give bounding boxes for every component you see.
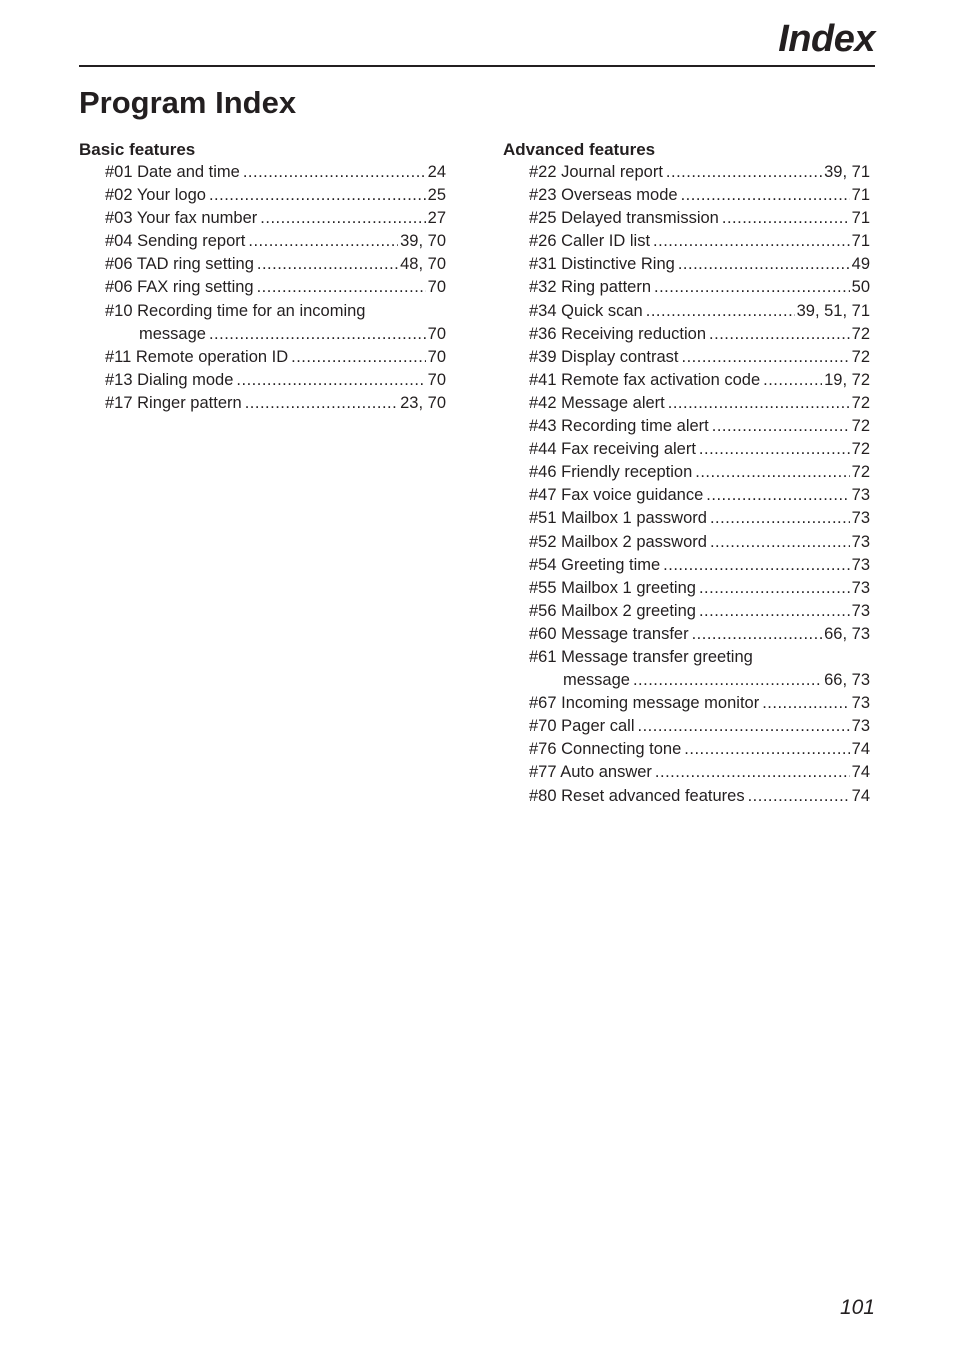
page-title: Program Index [79,85,297,120]
dot-leader [710,507,850,530]
dot-leader [709,323,850,346]
dot-leader [678,253,850,276]
dot-leader [710,531,850,554]
entry-pages: 74 [851,786,870,805]
dot-leader [668,392,850,415]
index-entry [79,184,446,207]
entry-label: #60 Message transfer [529,624,689,643]
entry-pages: 19, 72 [824,370,870,389]
index-entry [503,207,870,230]
entry-label: #32 Ring pattern [529,278,652,297]
entry-pages: 72 [851,463,870,482]
entry-pages: 73 [851,532,870,551]
index-entry [503,300,870,323]
entry-pages: 74 [851,740,870,759]
index-entry [503,161,870,184]
index-entry [503,554,870,577]
dot-leader [722,207,850,230]
entry-pages: 66, 73 [824,671,870,690]
entry-pages: 72 [851,324,870,343]
dot-leader [653,230,850,253]
index-entry [503,323,870,346]
entry-pages: 39, 51, 71 [796,301,870,320]
entry-pages: 73 [851,509,870,528]
entry-pages: 70 [427,347,446,366]
entry-label: #10 Recording time for an incoming [105,301,366,320]
basic-features-list [79,161,446,415]
entry-label: #67 Incoming message monitor [529,694,760,713]
dot-leader [748,785,850,808]
dot-leader [692,623,823,646]
entry-continuation [529,669,870,692]
dot-leader [209,323,426,346]
index-entry [503,715,870,738]
dot-leader [681,184,850,207]
basic-features-heading: Basic features [79,140,196,159]
entry-label: #23 Overseas mode [529,186,678,205]
dot-leader [257,253,398,276]
entry-pages: 50 [851,278,870,297]
dot-leader [666,161,822,184]
entry-label: #44 Fax receiving alert [529,440,696,459]
advanced-features-list [503,161,870,808]
entry-label: #26 Caller ID list [529,232,651,251]
section-title: Index [778,18,875,60]
entry-pages: 72 [851,347,870,366]
dot-leader [291,346,426,369]
entry-pages: 70 [427,324,446,343]
entry-pages: 39, 70 [400,232,446,251]
index-entry [503,253,870,276]
dot-leader [663,554,849,577]
index-entry [503,761,870,784]
entry-pages: 25 [427,186,446,205]
advanced-features-heading: Advanced features [503,140,656,159]
entry-label-continued: message [139,324,206,343]
index-entry [79,207,446,230]
header-divider [79,65,875,67]
index-entry [503,415,870,438]
index-entry [503,577,870,600]
dot-leader [695,461,849,484]
dot-leader [699,577,850,600]
dot-leader [654,276,850,299]
basic-features-column [79,138,446,415]
dot-leader [638,715,850,738]
dot-leader [209,184,426,207]
dot-leader [699,438,850,461]
index-entry [79,300,446,346]
entry-label: #56 Mailbox 2 greeting [529,601,696,620]
advanced-features-column [503,138,870,808]
entry-label: #03 Your fax number [105,209,258,228]
entry-pages: 73 [851,601,870,620]
index-entry [79,161,446,184]
entry-label: #47 Fax voice guidance [529,486,704,505]
entry-pages: 71 [851,232,870,251]
entry-label: #41 Remote fax activation code [529,370,761,389]
entry-label: #13 Dialing mode [105,370,234,389]
dot-leader [248,230,398,253]
index-entry [503,600,870,623]
entry-pages: 74 [851,763,870,782]
index-entry [503,184,870,207]
entry-pages: 23, 70 [400,393,446,412]
entry-label: #76 Connecting tone [529,740,682,759]
index-entry [503,531,870,554]
entry-label: #36 Receiving reduction [529,324,707,343]
entry-pages: 73 [851,578,870,597]
entry-label-continued: message [563,671,630,690]
index-entry [79,253,446,276]
entry-label: #39 Display contrast [529,347,679,366]
entry-label: #11 Remote operation ID [105,347,289,366]
entry-label: #61 Message transfer greeting [529,647,753,666]
entry-label: #52 Mailbox 2 password [529,532,707,551]
index-entry [79,369,446,392]
entry-label: #17 Ringer pattern [105,393,242,412]
index-entry [79,392,446,415]
dot-leader [633,669,822,692]
page-number: 101 [839,1296,875,1319]
entry-label: #70 Pager call [529,717,635,736]
dot-leader [712,415,850,438]
entry-pages: 72 [851,393,870,412]
dot-leader [655,761,850,784]
entry-pages: 70 [427,370,446,389]
index-entry [503,785,870,808]
dot-leader [243,161,426,184]
entry-pages: 71 [851,209,870,228]
index-entry [503,276,870,299]
entry-label: #80 Reset advanced features [529,786,745,805]
entry-continuation [105,323,446,346]
entry-label: #22 Journal report [529,163,663,181]
entry-pages: 72 [851,417,870,436]
entry-label: #77 Auto answer [529,763,652,782]
entry-label: #06 FAX ring setting [105,278,254,297]
entry-pages: 39, 71 [824,163,870,181]
entry-pages: 73 [851,717,870,736]
index-entry [503,623,870,646]
entry-pages: 73 [851,694,870,713]
entry-pages: 27 [427,209,446,228]
entry-label: #04 Sending report [105,232,246,251]
entry-pages: 66, 73 [824,624,870,643]
index-entry [503,438,870,461]
dot-leader [706,484,849,507]
index-entry [503,230,870,253]
entry-pages: 49 [851,255,870,274]
entry-label: #25 Delayed transmission [529,209,719,228]
entry-pages: 48, 70 [400,255,446,274]
index-entry [503,369,870,392]
index-entry [503,461,870,484]
dot-leader [260,207,425,230]
dot-leader [257,276,426,299]
entry-label: #43 Recording time alert [529,417,709,436]
index-entry [503,392,870,415]
dot-leader [684,738,849,761]
index-entry [503,692,870,715]
entry-label: #01 Date and time [105,163,240,181]
index-entry [503,738,870,761]
index-entry [79,276,446,299]
entry-label: #51 Mailbox 1 password [529,509,707,528]
dot-leader [763,369,822,392]
dot-leader [245,392,398,415]
index-entry [503,346,870,369]
entry-label: #46 Friendly reception [529,463,693,482]
entry-label: #54 Greeting time [529,555,661,574]
index-entry [503,507,870,530]
index-entry [79,230,446,253]
entry-pages: 71 [851,186,870,205]
entry-pages: 70 [427,278,446,297]
entry-label: #06 TAD ring setting [105,255,254,274]
dot-leader [699,600,850,623]
entry-pages: 73 [851,555,870,574]
entry-label: #31 Distinctive Ring [529,255,675,274]
entry-pages: 73 [851,486,870,505]
dot-leader [236,369,425,392]
entry-label: #34 Quick scan [529,301,643,320]
dot-leader [646,300,795,323]
entry-label: #55 Mailbox 1 greeting [529,578,696,597]
index-entry [503,646,870,692]
entry-label: #02 Your logo [105,186,206,205]
index-entry [503,484,870,507]
dot-leader [682,346,850,369]
entry-pages: 24 [427,163,446,181]
index-entry [79,346,446,369]
entry-label: #42 Message alert [529,393,665,412]
dot-leader [762,692,849,715]
entry-pages: 72 [851,440,870,459]
